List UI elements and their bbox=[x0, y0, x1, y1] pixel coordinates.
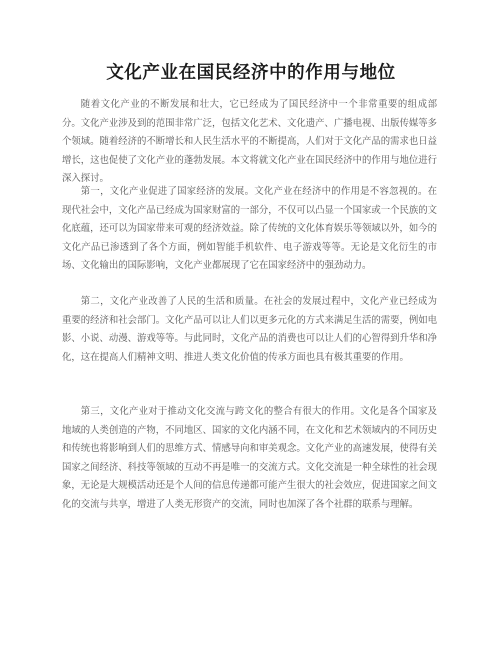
paragraph-third-point: 第三，文化产业对于推动文化交流与跨文化的整合有很大的作用。文化是各个国家及地域的人类创造的产物，不同地区、国家的文化内涵不同，在文化和艺术领域内的不同历史和传统也将影响到人们的思维方式、情感导向和审美观念。文化产业的高速发展，使得有关国家之间经济、科技等领域的互动不再是唯一的交流方式。文化交流是一种全球性的社会现象，无论是大规模活动还是个人间的信息传递都可能产生很大的社会效应，促进国家之间文化的交流与共享，增进了人类无形资产的交流，同时也加深了各个社群的联系与理解。 bbox=[62, 406, 438, 510]
document-title: 文化产业在国民经济中的作用与地位 bbox=[106, 63, 396, 83]
paragraph-first-point: 第一，文化产业促进了国家经济的发展。文化产业在经济中的作用是不容忽视的。在现代社会中，文化产品已经成为国家财富的一部分，不仅可以凸显一个国家或一个民族的文化底蕴，还可以为国家带来可观的经济效益。除了传统的文化体育娱乐等领域以外，如今的文化产品已渗透到了各个方面，例如智能手机软件、电子游戏等等。无论是文化衍生的市场、文化输出的国际影响，文化产业都展现了它在国家经济中的强劲动力。 bbox=[62, 186, 438, 271]
paragraph-intro: 随着文化产业的不断发展和壮大，它已经成为了国民经济中一个非常重要的组成部分。文化产业涉及到的范围非常广泛，包括文化艺术、文化遗产、广播电视、出版传媒等多个领域。随着经济的不断增长和人民生活水平的不断提高，人们对于文化产品的需求也日益增长，这也促使了文化产业的蓬勃发展。本文将就文化产业在国民经济中的作用与地位进行深入探讨。 bbox=[62, 99, 438, 184]
paragraph-second-point: 第二，文化产业改善了人民的生活和质量。在社会的发展过程中，文化产业已经成为重要的经济和社会部门。文化产品可以让人们以更多元化的方式来满足生活的需要，例如电影、小说、动漫、游戏等等。与此同时，文化产品的消费也可以让人们的心智得到升华和净化，这在提高人们精神文明、推进人类文化价值的传承方面也具有极其重要的作用。 bbox=[62, 296, 438, 363]
